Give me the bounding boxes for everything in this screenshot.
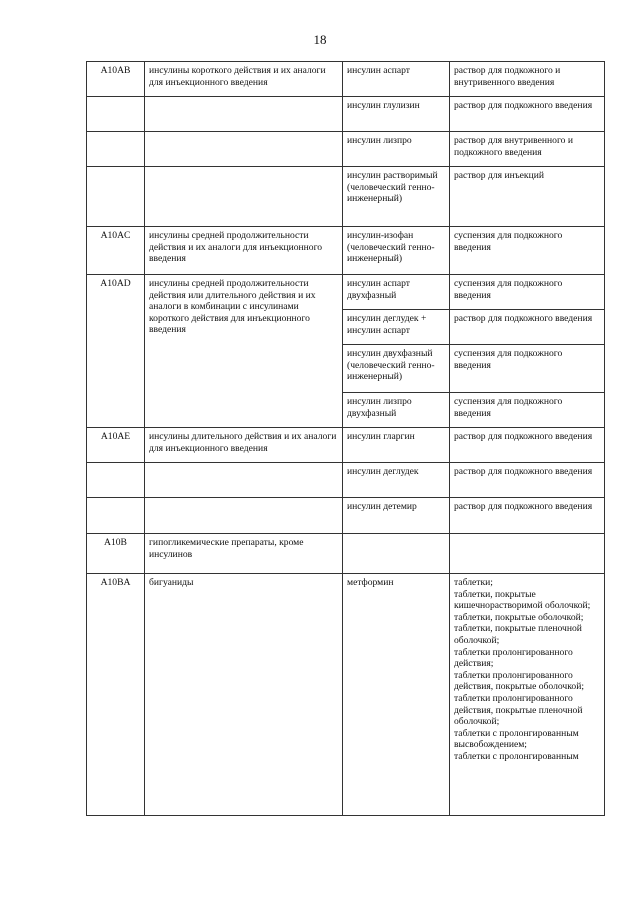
dosage-form-line: таблетки пролонгированного действия, покрытые оболочкой; [454,669,585,693]
dosage-form-line: таблетки с пролонгированным [454,750,579,762]
group-name-cell: инсулины средней продолжительности действия и их аналоги для инъекционного введения [145,227,343,275]
dosage-forms-cell [450,498,605,534]
table-row [87,498,605,534]
dosage-form-line: раствор для подкожного введения [454,501,593,512]
group-name-cell: инсулины средней продолжительности действия или длительного действия и их аналоги в комбинации с инсулинами короткого действия для инъекционного введения [145,275,343,428]
drug-name-cell: инсулин глулизин [343,97,450,132]
dosage-form-line: раствор для подкожного введения [454,313,593,324]
drug-name-cell: инсулин растворимый (человеческий генно-инженерный) [343,167,450,227]
dosage-form-line: таблетки, покрытые оболочкой; [454,611,584,623]
atc-code-cell [87,97,145,132]
drug-name-cell: инсулин двухфазный (человеческий генно-инженерный) [343,345,450,393]
dosage-form-line: раствор для внутривенного и подкожного введения [454,135,573,158]
dosage-form-line: раствор для подкожного введения [454,431,593,442]
group-name-cell [145,132,343,167]
atc-code-cell [87,132,145,167]
drug-name-cell: инсулин лизпро [343,132,450,167]
dosage-form-line: таблетки пролонгированного действия; [454,646,573,670]
drug-name-cell: метформин [343,574,450,816]
atc-code-cell: A10BA [87,574,145,816]
dosage-form-line: суспензия для подкожного введения [454,396,563,419]
dosage-forms-cell [450,310,605,345]
dosage-form-line: таблетки; [454,577,493,588]
drug-name-cell: инсулин деглудек [343,463,450,498]
dosage-forms-cell [450,463,605,498]
group-name-cell [145,97,343,132]
dosage-forms-cell [450,275,605,310]
drug-name-cell: инсулин аспарт [343,62,450,97]
drug-name-cell: инсулин деглудек + инсулин аспарт [343,310,450,345]
table-row [87,574,605,816]
dosage-forms-cell [450,97,605,132]
atc-code-cell: A10B [87,534,145,574]
dosage-form-line: суспензия для подкожного введения [454,230,563,253]
table-body [87,62,605,816]
dosage-forms-cell [450,574,605,816]
table-row [87,132,605,167]
table-row [87,275,605,310]
dosage-form-line: таблетки, покрытые кишечнорастворимой оболочкой; [454,588,591,612]
page-number: 18 [313,32,327,47]
table-row [87,534,605,574]
atc-code-cell: A10AC [87,227,145,275]
table-row [87,97,605,132]
drug-name-cell [343,534,450,574]
dosage-form-line: раствор для инъекций [454,170,544,181]
atc-code-cell [87,167,145,227]
drug-name-cell: инсулин-изофан (человеческий генно-инженерный) [343,227,450,275]
table-row [87,62,605,97]
dosage-forms-cell [450,534,605,574]
dosage-form-line: раствор для подкожного введения [454,100,593,111]
dosage-form-line: таблетки с пролонгированным высвобождением; [454,727,579,751]
dosage-forms-cell [450,132,605,167]
dosage-form-line: раствор для подкожного и внутривенного введения [454,65,561,88]
dosage-form-line: таблетки пролонгированного действия, покрытые пленочной оболочкой; [454,692,583,728]
atc-code-cell: A10AB [87,62,145,97]
drug-name-cell: инсулин аспарт двухфазный [343,275,450,310]
dosage-form-line: раствор для подкожного введения [454,466,593,477]
dosage-form-line: таблетки, покрытые пленочной оболочкой; [454,623,582,646]
drug-name-cell: инсулин гларгин [343,428,450,463]
group-name-cell [145,463,343,498]
table-row [87,167,605,227]
atc-code-cell: A10AD [87,275,145,428]
dosage-forms-cell [450,62,605,97]
atc-code-cell [87,463,145,498]
drug-name-cell: инсулин детемир [343,498,450,534]
dosage-forms-cell [450,227,605,275]
group-name-cell: гипогликемические препараты, кроме инсулинов [145,534,343,574]
group-name-cell [145,498,343,534]
group-name-cell [145,167,343,227]
dosage-forms-cell [450,345,605,393]
group-name-cell: инсулины короткого действия и их аналоги для инъекционного введения [145,62,343,97]
dosage-form-line: суспензия для подкожного введения [454,348,563,371]
group-name-cell: инсулины длительного действия и их аналоги для инъекционного введения [145,428,343,463]
atc-code-cell: A10AE [87,428,145,463]
dosage-forms-cell [450,167,605,227]
atc-code-cell [87,498,145,534]
table-row [87,463,605,498]
table-row [87,428,605,463]
drug-table [86,61,605,816]
group-name-cell: бигуаниды [145,574,343,816]
table-row [87,227,605,275]
drug-name-cell: инсулин лизпро двухфазный [343,393,450,428]
dosage-forms-cell [450,393,605,428]
dosage-forms-cell [450,428,605,463]
dosage-form-line: суспензия для подкожного введения [454,278,563,301]
